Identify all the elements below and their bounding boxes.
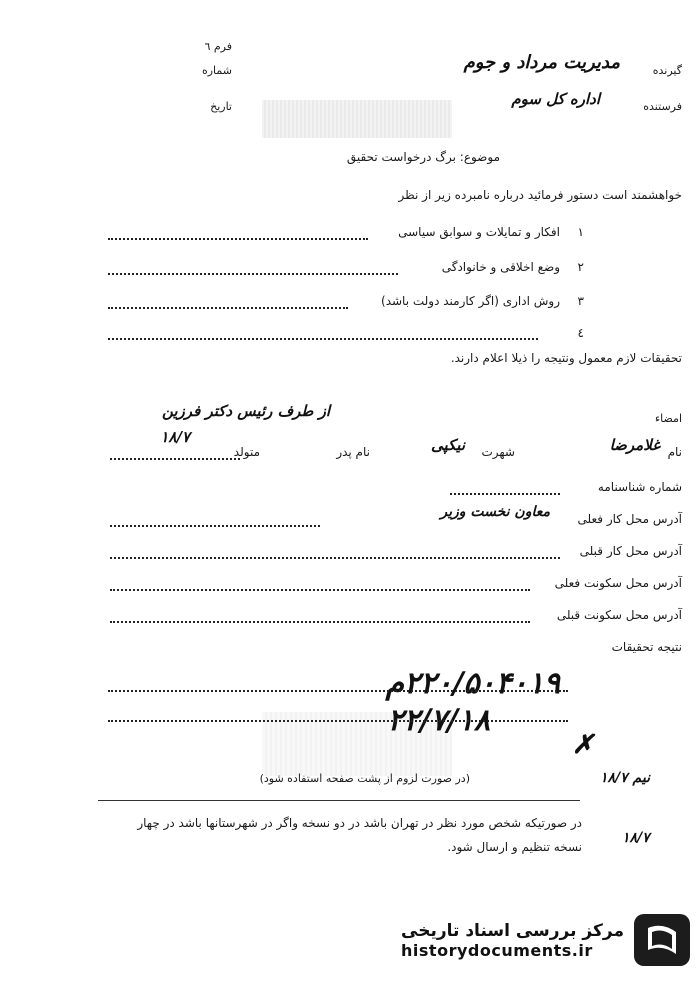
archive-logo-name: مرکز بررسی اسناد تاریخی [401,920,624,941]
born-dots [110,458,240,460]
item-1-number: ۱ [577,225,584,239]
form-number: فرم ٦ [204,40,232,53]
faded-stamp [262,100,452,138]
father-label: نام پدر [336,445,370,459]
request-text: خواهشمند است دستور فرمائید درباره نامبرده زیر از نظر [398,188,682,202]
signature-date: ۱۸/۷ [160,428,190,446]
item-2-dots [108,273,398,275]
result-dots-2 [108,720,568,722]
item-3-number: ۳ [577,294,584,308]
signature-label: امضاء [654,412,682,425]
footer-note-line-1: در صورتیکه شخص مورد نظر در تهران باشد در دو نسخه واگر در شهرستانها باشد در چهار [137,816,582,830]
home-prev-dots [110,621,530,623]
sender-label: فرستنده [643,100,682,113]
work-current-label: آدرس محل کار فعلی [577,512,682,526]
subject-line: موضوع: برگ درخواست تحقیق [346,150,500,164]
receiver-handwritten: مدیریت مرداد و جوم [463,52,620,73]
margin-note-handwritten: نیم ۱۸/۷ [600,770,650,786]
archive-watermark [401,914,690,966]
work-current-handwritten: معاون نخست وزیر [440,504,550,520]
number-label: شماره [201,64,232,77]
item-4-dots [108,338,538,340]
result-handwritten-2: ۲۲/۷/۱۸ [387,703,490,738]
name-label: نام [667,445,682,459]
work-current-dots [110,525,320,527]
footer-separator [98,800,580,801]
born-label: متولد [233,445,260,459]
signature-handwritten: از طرف رئیس دکتر فرزین [161,402,330,420]
result-label: نتیجه تحقیقات [611,640,682,654]
result-dots-1 [108,690,568,692]
receiver-label: گیرنده [652,64,682,77]
id-label: شماره شناسنامه [597,480,682,494]
name-handwritten: غلامرضا [609,436,660,454]
result-handwritten-1: ۲۲۰/۵۰۴۰۱۹م [385,666,560,701]
id-dots [450,493,560,495]
back-page-note: (در صورت لزوم از پشت صفحه استفاده شود) [259,772,470,785]
item-1-dots [108,238,368,240]
home-current-dots [110,589,530,591]
closing-text: تحقیقات لازم معمول ونتیجه را ذیلا اعلام دارند. [450,351,682,365]
surname-handwritten: نیکپی [430,436,465,454]
archive-logo-icon [634,914,690,966]
archive-logo-site: historydocuments.ir [401,940,593,960]
item-2-number: ۲ [577,260,584,274]
home-current-label: آدرس محل سکونت فعلی [554,576,682,590]
margin-mark: ✗ [572,730,594,760]
margin-note-handwritten-2: ۱۸/۷ [622,830,650,846]
item-4-number: ٤ [577,326,584,340]
work-prev-dots [110,557,560,559]
surname-label: شهرت [481,445,515,459]
work-prev-label: آدرس محل کار قبلی [579,544,682,558]
item-2-text: وضع اخلاقی و خانوادگی [441,260,560,274]
item-3-dots [108,307,348,309]
item-3-text: روش اداری (اگر کارمند دولت باشد) [381,294,560,308]
sender-handwritten: اداره کل سوم [511,90,600,108]
date-label: تاریخ [210,100,232,113]
item-1-text: افکار و تمایلات و سوابق سیاسی [398,225,560,239]
footer-note-line-2: نسخه تنظیم و ارسال شود. [447,840,582,854]
home-prev-label: آدرس محل سکونت قبلی [556,608,682,622]
